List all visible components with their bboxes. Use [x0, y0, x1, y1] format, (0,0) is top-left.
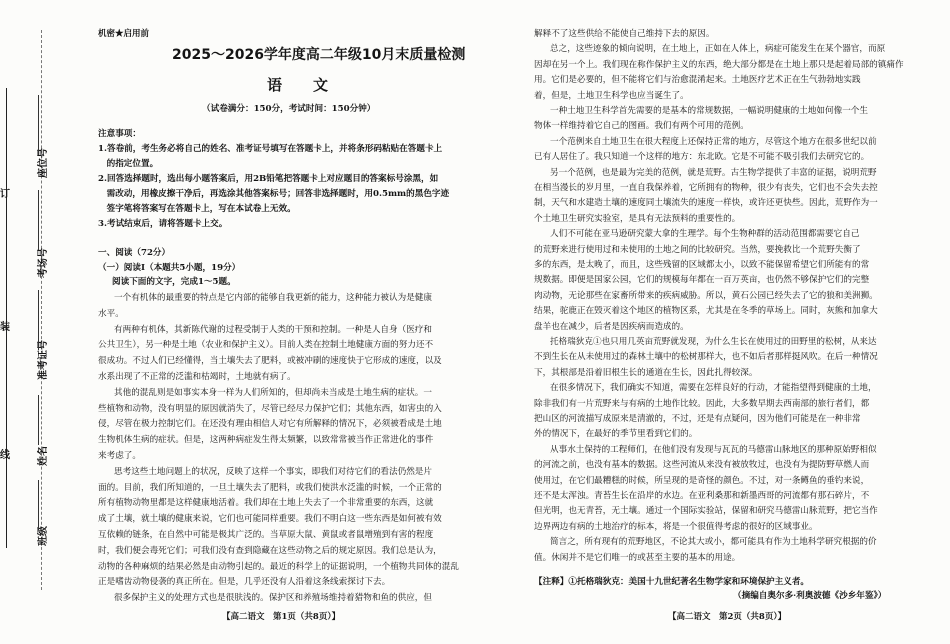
notice-heading: 注意事项：: [98, 129, 141, 139]
text-line: 其他的混乱则是如事实本身一样为人们所知的，但却尚未当成是土地生病的症状。一: [114, 387, 432, 398]
text-line: 用。它们是必要的，但不能将它们与治愈混淆起来。土地医疗艺术正在生气勃勃地实践: [534, 75, 861, 86]
text-line: 的指定位置。: [98, 159, 159, 169]
text-line: 简言之，所有现有的荒野地区，不论其大或小，都可能具有作为土地科学研究根据的价: [550, 537, 877, 548]
text-line: 盘羊也在减少，后者是因疾病而造成的。: [534, 321, 689, 332]
text-line: 着，但是，土地卫生科学也应当诞生了。: [534, 90, 689, 101]
text-line: 多的东西，是太晚了，而且，这些残留的区域都太小，以致不能保留希望它们所能有的常: [534, 260, 870, 270]
text-line: 肉动物，无论那些在家畜所带来的疾病威胁。所以，黄石公园已经失去了它的狼和美洲狮。: [534, 290, 878, 301]
text-line: 已有人居住了。我只知道一个这样的地方：东北欧。它是不可能不吸引我们去研究它的。: [534, 152, 870, 163]
text-line: 除非我们有一片荒野来与有病的土地作比较。因此，大多数早期去西南部的旅行者们，都: [534, 398, 870, 409]
text-line: 有两种有机体，其新陈代谢的过程受制于人类的干预和控制。一种是人自身（医疗和: [114, 324, 432, 335]
text-line: 在相当漫长的岁月里，一直自我保养着，它所拥有的物种，很少有丧失，它们也不会失去控: [534, 183, 878, 193]
text-line: 很多保护主义的处理方式也是很肤浅的。保护区和养殖场维持着猎物和鱼的供应，但: [114, 593, 432, 604]
text-line: 把山区的河流描写成原来是清澈的，不过，还是有点疑问，因为他们可能是在一种非常: [534, 414, 861, 424]
text-line: 签字笔将答案写在答题卡上，写在本试卷上无效。: [98, 204, 296, 214]
text-line: 制，天气和水建造土壤的速度同土壤流失的速度一样快，或许还更快些。因此，荒野作为一: [534, 198, 878, 209]
text-line: 正是嗜齿动物侵袭的真正所在。但是，几乎还没有人沿着这条线索探讨下去。: [98, 577, 391, 588]
text-line: 2.回答选择题时，选出每小题答案后，用2B铅笔把答题卡上对应题目的答案标号涂黑，如: [98, 174, 439, 184]
secret-label: 机密★启用前: [98, 29, 150, 39]
text-line: 来考虑了。: [98, 451, 141, 461]
text-line: 从事水土保持的工程师们，在他们没有发现与瓦瓦的马德雷山脉地区的那种原始野相似: [550, 444, 877, 455]
text-line: 外的情况下，在最好的季节里看到它们的。: [534, 429, 698, 440]
text-line: 水平。: [98, 308, 124, 319]
text-line: 结果，驼鹿正在毁灭着这个地区的植物区系，尤其是在冬季的草场上。同时，灰熊和加拿大: [534, 306, 878, 317]
text-line: 解释不了这些供给不能使自己维持下去的原因。: [534, 29, 715, 39]
cut-line: [41, 30, 42, 590]
text-line: 因却在另一个上。我们现在称作保护主义的东西，绝大部分都是在土地上那只是起着局部的镇痛作: [534, 59, 904, 70]
text-line: 需改动，用橡皮擦干净后，再选涂其他答案标号；回答非选择题时，用0.5mm的黑色字迹: [98, 189, 450, 199]
seal-char: 订: [0, 189, 10, 200]
text-line: 的荒野来进行使用过和未使用的土地之间的比较研究。当然，要挽救比一个荒野失衡了: [534, 244, 861, 255]
text-line: 动物的各种麻烦的结果必然是由动物引起的。最近的科学上的证据说明，一个植物共同体的混乱: [98, 561, 459, 572]
text-line: 规数据。即便是国家公园，它们的规模每年都在一百万英亩，也仍然不够保护它们的完整: [534, 275, 870, 286]
instruction: 阅读下面的文字，完成1～5题。: [112, 277, 236, 287]
text-line: 生物机体生病的症状。但是，这两种病症发生得太频繁，以致常常被当作正常进化的事件: [98, 435, 434, 446]
sub-heading: （一）阅读Ⅰ（本题共5小题，19分）: [98, 263, 241, 273]
text-line: 一个范例来自土地卫生在很大程度上还保持正常的地方，尽管这个地方在很多世纪以前: [550, 136, 877, 147]
exam-info: （试卷满分：150分，考试时间：150分钟）: [202, 104, 376, 114]
page-footer: 【高二语文 第1页（共8页）】: [222, 612, 341, 622]
page-footer: 【高二语文 第2页（共8页）】: [668, 612, 787, 622]
field-room: 考场号: [38, 248, 49, 278]
field-line: [38, 190, 39, 250]
field-line: [38, 290, 39, 350]
seal-char: 装: [0, 322, 10, 333]
text-line: 下，其根部是沿着旧根生长的通道在生长，因此扎得较深。: [534, 367, 758, 378]
text-line: 另一个范例，也是最为完美的范例，就是荒野。古生物学提供了丰富的证据，说明荒野: [550, 167, 877, 178]
text-line: 值。休闲并不是它们唯一的或甚至主要的基本的用途。: [534, 552, 741, 563]
text-line: 成了土壤，就土壤的健康来说，它们也可能同样重要。我们不明白这一些东西是如何被有效: [98, 514, 442, 525]
field-line: [38, 480, 39, 530]
text-line: 所有植物动物里都是这样健康地活着。我们却在土地上失去了一个非常重要的东西，这就: [98, 498, 434, 509]
text-line: 3.考试结束后，请将答题卡上交。: [98, 219, 228, 229]
exam-title: 2025～2026学年度高二年级10月末质量检测: [172, 47, 466, 63]
text-line: 不到生长在从未使用过的森林土壤中的松树那样大，也不如后者那样挺风吹。在后一种情况: [534, 352, 878, 363]
field-seat: 座位号: [38, 148, 49, 178]
text-line: 总之，这些迹象的倾向说明，在土地上，正如在人体上，病症可能发生在某个器官，而原: [550, 44, 886, 55]
seal-char: 线: [0, 450, 10, 461]
text-line: 时，我们便会毒死它们；可我们没有查到隐藏在这些动物之后的规定原因。我们总是认为，: [98, 545, 442, 556]
text-line: 人们不可能在亚马逊研究蒙大拿的生理学。每个生物种群的活动范围都需要它自己: [550, 229, 860, 240]
text-line: 一个有机体的最重要的特点是它内部的能够自我更新的能力，这种能力被认为是健康: [114, 293, 432, 303]
footnote: 【注释】①托格瑞狄克：美国十九世纪著名生物学家和环境保护主义者。: [534, 577, 810, 587]
text-line: 还不是太浑浊。青苔生长在沿岸的水边。在亚利桑那和新墨西哥的河流都有那石碎片，不: [534, 491, 870, 501]
text-line: 1.答卷前，考生务必将自己的姓名、准考证号填写在答题卡上，并将条形码粘贴在答题卡上: [98, 144, 443, 154]
text-line: 托格瑞狄克①也只用几英亩荒野就发现，为什么生长在使用过的田野里的松树，从来达: [550, 337, 877, 347]
text-line: 互依赖的链条，在自然中可能是极其广泛的。当草原大鼠、黄鼠或者鼠增殖到有害的程度: [98, 530, 434, 540]
text-line: 思考这些土地问题上的状况，反映了这样一个事实，即我们对待它们的看法仍然是片: [114, 466, 432, 477]
text-line: 边界两边有病的土地治疗的标本，将是一个很值得考虑的很好的区域事业。: [534, 521, 818, 532]
text-line: 物体一样维持着它自己的图画。我们有两个可用的范例。: [534, 121, 749, 132]
binding-margin: [0, 0, 95, 644]
field-line: [38, 395, 39, 445]
text-line: 很成功。不过人们已经懂得，当土壤失去了肥料，或被冲刷的速度快于它形成的速度，以及: [98, 356, 442, 367]
source-citation: （摘编自奥尔多·利奥波德《沙乡年鉴》）: [733, 591, 887, 601]
field-name: 姓名: [38, 446, 49, 466]
text-line: 面的。目前，我们所知道的，一旦土壤失去了肥料，或我们使洪水泛滥的时候，一个正常的: [98, 482, 442, 493]
text-line: 个土地卫生研究实验室，是具有无法预料的重要性的。: [534, 213, 741, 224]
text-line: 些植物和动物，没有明显的原因就消失了，尽管已经尽力保护它们；其他东西，如害虫的入: [98, 403, 442, 414]
field-line: [38, 95, 39, 155]
field-class: 班级: [38, 526, 49, 546]
section-heading: 一、阅读（72分）: [98, 248, 171, 258]
field-ticket: 准考证号: [38, 340, 49, 380]
text-line: 的河流之前，也没有基本的数据。这些河流从来没有被放牧过，也没有为提防野草燃人而: [534, 460, 870, 471]
text-line: 公共卫生），另一种是土地（农业和保护主义）。目前人类在控制土地健康方面的努力还不: [98, 340, 434, 351]
text-line: 一种土地卫生科学首先需要的是基本的常规数据，一幅说明健康的土地如何像一个生: [550, 106, 868, 116]
subject-title: 语 文: [267, 76, 337, 94]
text-line: 水系出现了不正常的泛滥和枯竭时，土地就有病了。: [98, 372, 296, 382]
text-line: 但光明，也无青苔，无土壤。通过一个国际实验站，保留和研究马德雷山脉荒野，把它当作: [534, 506, 878, 517]
text-line: 侵，尽管在极力控制它们。在还没有理由相信人对它有所解释的情况下，必须被看成是土地: [98, 419, 442, 430]
text-line: 使用过，在它们最糟糕的时候，所呈现的是奇怪的颜色。不过，对一条鳟鱼的垂钓来说，: [534, 475, 870, 486]
text-line: 在很多情况下，我们确实不知道，需要在怎样良好的行动，才能指望得到健康的土地，: [550, 383, 877, 394]
